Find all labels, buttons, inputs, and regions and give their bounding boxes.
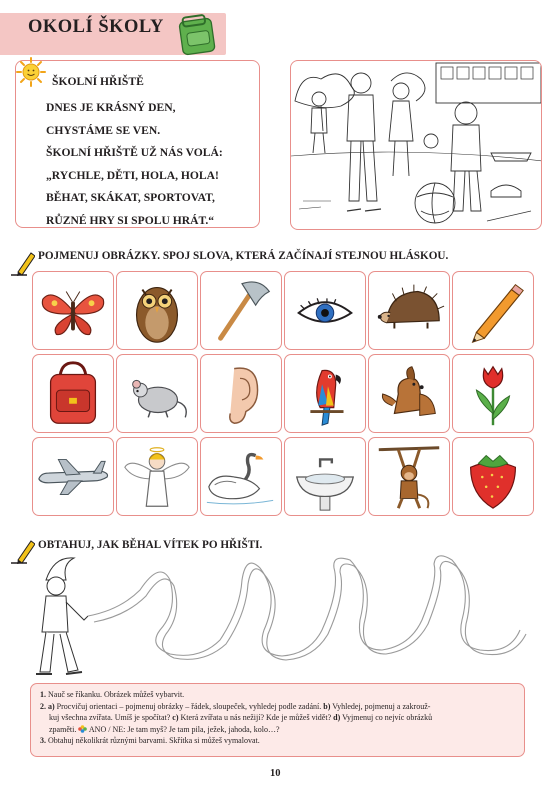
sun-icon <box>16 57 46 87</box>
picture-cell[interactable] <box>200 437 282 516</box>
picture-cell[interactable] <box>452 271 534 350</box>
poem-line: RŮZNÉ HRY SI SPOLU HRÁT.“ <box>46 213 215 227</box>
sink-icon <box>285 438 365 515</box>
flower-icon <box>78 725 87 733</box>
hedgehog-icon <box>369 272 449 349</box>
picture-cell[interactable] <box>284 271 366 350</box>
task2-instruction: OBTAHUJ, JAK BĚHAL VÍTEK PO HŘIŠTI. <box>38 539 263 551</box>
backpack-header-icon <box>176 12 218 56</box>
monkey-icon <box>369 438 449 515</box>
gnome-figure <box>36 558 88 674</box>
note-2-cont2 <box>40 724 516 736</box>
picture-cell[interactable] <box>284 437 366 516</box>
note-text: zpaměti. <box>49 724 77 734</box>
swan-icon <box>201 438 281 515</box>
note-text: Nauč se říkanku. Obrázek můžeš vybarvit. <box>48 690 185 699</box>
note-text: Která zvířata u nás nežijí? Kde je můžeš vidět? <box>180 713 332 723</box>
task1-instruction: POJMENUJ OBRÁZKY. SPOJ SLOVA, KTERÁ ZAČÍNAJÍ STEJNOU HLÁSKOU. <box>38 250 449 262</box>
note-letter: a) <box>48 701 55 711</box>
picture-cell[interactable] <box>284 354 366 433</box>
parrot-icon <box>285 355 365 432</box>
poem-line: BĚHAT, SKÁKAT, SPORTOVAT, <box>46 191 215 204</box>
note-text: kuj všechna zvířata. Umíš je spočítat? <box>49 713 171 723</box>
poem-line: „RYCHLE, DĚTI, HOLA, HOLA! <box>46 168 219 182</box>
poem-title: ŠKOLNÍ HŘIŠTĚ <box>52 75 144 88</box>
note-text: Vyjmenuj co nejvíc obrázků <box>342 713 433 723</box>
note-3 <box>40 735 516 747</box>
note-text: Obtahuj několikrát různými barvami. Skřítka si můžeš vymalovat. <box>48 736 260 746</box>
poem-line: CHYSTÁME SE VEN. <box>46 123 161 137</box>
note-number: 2. <box>40 701 46 711</box>
page-title: OKOLÍ ŠKOLY <box>28 17 164 37</box>
strawberry-icon <box>453 438 533 515</box>
picture-cell[interactable] <box>200 354 282 433</box>
ear-icon <box>201 355 281 432</box>
note-text: Procvičuj orientaci – pojmenuj obrázky – řádek, sloupeček, vyhledej podle zadání. <box>56 701 322 711</box>
owl-icon <box>117 272 197 349</box>
note-text: Vyhledej, pojmenuj a zakrouž- <box>332 701 431 711</box>
picture-cell[interactable] <box>200 271 282 350</box>
tulip-icon <box>453 355 533 432</box>
butterfly-icon <box>33 272 113 349</box>
pencil-icon <box>453 272 533 349</box>
note-1 <box>40 689 516 701</box>
note-number: 1. <box>40 690 46 699</box>
picture-cell[interactable] <box>32 271 114 350</box>
backpack-icon <box>33 355 113 432</box>
picture-cell[interactable] <box>368 271 450 350</box>
picture-cell[interactable] <box>452 354 534 433</box>
picture-cell[interactable] <box>32 354 114 433</box>
picture-cell[interactable] <box>116 437 198 516</box>
note-2-cont <box>40 712 516 724</box>
eye-icon <box>285 272 365 349</box>
note-letter: b) <box>323 701 331 711</box>
poem-line: ŠKOLNÍ HŘIŠTĚ UŽ NÁS VOLÁ: <box>46 146 223 159</box>
airplane-icon <box>33 438 113 515</box>
angel-icon <box>117 438 197 515</box>
dog-icon <box>369 355 449 432</box>
note-2 <box>40 701 516 713</box>
picture-cell[interactable] <box>116 354 198 433</box>
note-text: ANO / NE: Je tam myš? Je tam pila, ježek, jahoda, kolo…? <box>88 724 280 734</box>
poem-text <box>46 97 223 232</box>
pencil-task-icon <box>9 247 35 277</box>
note-letter: c) <box>172 713 179 723</box>
mouse-icon <box>117 355 197 432</box>
picture-cell[interactable] <box>32 437 114 516</box>
axe-icon <box>201 272 281 349</box>
tracing-area[interactable] <box>10 550 550 685</box>
picture-cell[interactable] <box>368 437 450 516</box>
picture-cell[interactable] <box>116 271 198 350</box>
page-number: 10 <box>270 768 281 779</box>
playground-illustration <box>290 60 542 230</box>
picture-cell[interactable] <box>368 354 450 433</box>
note-letter: d) <box>333 713 341 723</box>
poem-line: DNES JE KRÁSNÝ DEN, <box>46 101 176 114</box>
picture-cell[interactable] <box>452 437 534 516</box>
teacher-notes-box <box>30 683 525 757</box>
note-number: 3. <box>40 736 46 746</box>
